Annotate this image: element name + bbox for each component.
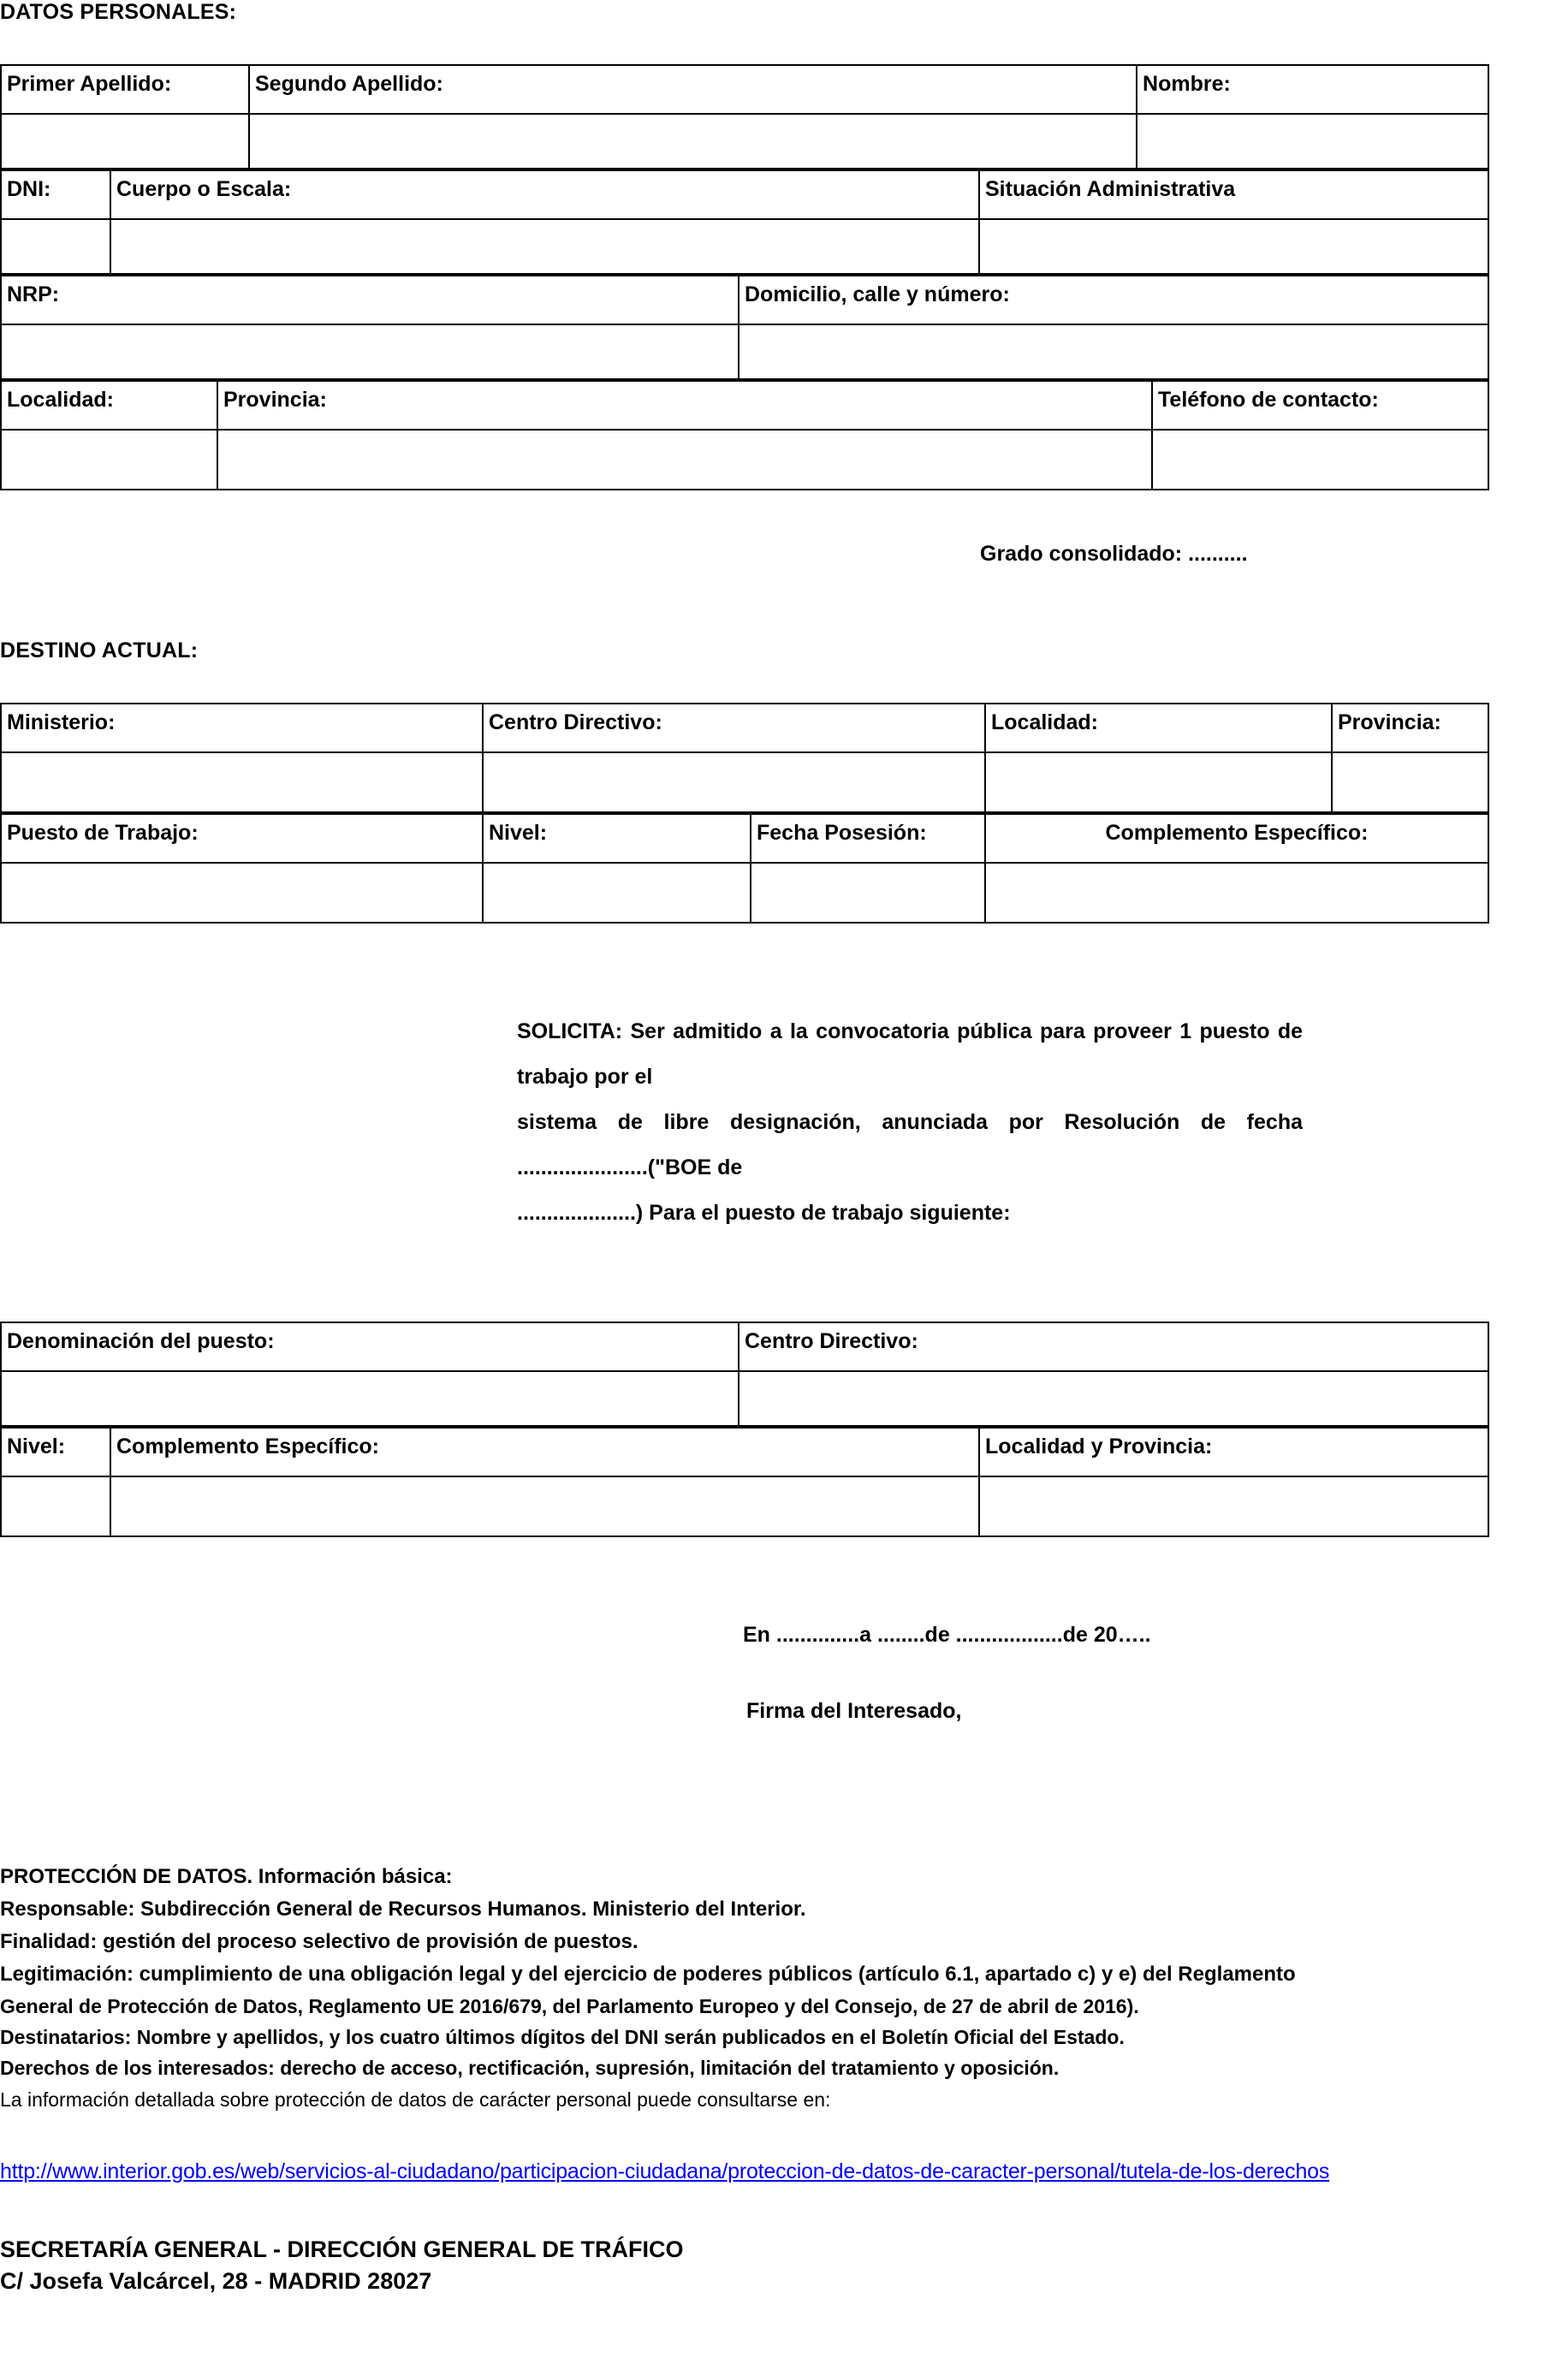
signature-label: Firma del Interesado,: [746, 1699, 962, 1723]
field-provincia-destino[interactable]: [1332, 752, 1488, 812]
label-primer-apellido: Primer Apellido:: [1, 65, 249, 114]
spacer: [0, 1724, 1568, 1809]
personal-data-table-2: [0, 169, 1489, 275]
spacer: [0, 663, 1568, 703]
current-post-table-2: [0, 813, 1489, 924]
request-line-3: ....................) Para el puesto de trabajo siguiente:: [517, 1201, 1011, 1225]
data-protection-more-info: La información detallada sobre protección de datos de carácter personal puede consultarse en:: [0, 2088, 831, 2111]
label-localidad: Localidad:: [1, 381, 217, 430]
data-protection-heading: PROTECCIÓN DE DATOS. Información básica:: [0, 1865, 453, 1888]
personal-data-table: [0, 64, 1489, 169]
field-localidad-destino[interactable]: [985, 752, 1332, 812]
table-row: [1, 1322, 1488, 1371]
personal-data-table-4: [0, 380, 1489, 490]
field-cuerpo-o-escala[interactable]: [110, 219, 979, 274]
table-row: [1, 1428, 1488, 1476]
label-localidad-destino: Localidad:: [985, 704, 1332, 752]
data-protection-recipients: Destinatarios: Nombre y apellidos, y los cuatro últimos dígitos del DNI serán publicados en el Boletín Oficial del Estado.: [0, 2025, 1125, 2048]
field-nrp[interactable]: [1, 324, 739, 379]
spacer: [0, 924, 1568, 1009]
table-row: [1, 430, 1488, 490]
label-centro-directivo: Centro Directivo:: [483, 704, 985, 752]
label-situacion-administrativa: Situación Administrativa: [979, 170, 1488, 219]
request-line-2: sistema de libre designación, anunciada por Resolución de fecha ......................("BOE de: [517, 1110, 1303, 1179]
label-puesto-de-trabajo: Puesto de Trabajo:: [1, 814, 483, 863]
field-dni[interactable]: [1, 219, 110, 274]
label-nombre: Nombre:: [1137, 65, 1488, 114]
field-puesto-de-trabajo[interactable]: [1, 863, 483, 923]
table-row: [1, 1476, 1488, 1536]
data-protection-block: [0, 1861, 1541, 2115]
personal-data-heading: DATOS PERSONALES:: [0, 0, 237, 24]
table-row: [1, 170, 1488, 219]
spacer: [0, 1236, 1568, 1322]
table-row: [1, 752, 1488, 812]
field-localidad[interactable]: [1, 430, 217, 490]
current-post-heading: DESTINO ACTUAL:: [0, 639, 199, 662]
label-segundo-apellido: Segundo Apellido:: [249, 65, 1137, 114]
label-nivel: Nivel:: [483, 814, 751, 863]
label-fecha-posesion: Fecha Posesión:: [751, 814, 985, 863]
consolidated-grade-line: Grado consolidado: ..........: [980, 542, 1248, 566]
label-provincia-destino: Provincia:: [1332, 704, 1488, 752]
field-domicilio[interactable]: [739, 324, 1488, 379]
field-telefono-contacto[interactable]: [1152, 430, 1488, 490]
field-nivel-solicitado[interactable]: [1, 1476, 110, 1536]
field-fecha-posesion[interactable]: [751, 863, 985, 923]
data-protection-legitimation-line-1: Legitimación: cumplimiento de una obligación legal y del ejercicio de poderes públicos (artículo 6.1, apartado c) y e) del Reglamento: [0, 1962, 1296, 1986]
table-row: [1, 324, 1488, 379]
field-situacion-administrativa[interactable]: [979, 219, 1488, 274]
table-row: [1, 219, 1488, 274]
spacer: [0, 567, 1568, 639]
data-protection-link-row: [0, 2159, 1568, 2184]
request-paragraph: [517, 1009, 1303, 1236]
label-dni: DNI:: [1, 170, 110, 219]
label-centro-directivo-solicitado: Centro Directivo:: [739, 1322, 1488, 1371]
table-row: [1, 814, 1488, 863]
table-row: [1, 1371, 1488, 1426]
data-protection-purpose: Finalidad: gestión del proceso selectivo de provisión de puestos.: [0, 1929, 638, 1953]
footer: [0, 2234, 1568, 2298]
data-protection-rights: Derechos de los interesados: derecho de acceso, rectificación, supresión, limitación del tratamiento y oposición.: [0, 2057, 1060, 2080]
data-protection-legitimation-line-2: General de Protección de Datos, Reglamento UE 2016/679, del Parlamento Europeo y del Consejo, de 27 de abril de 2016).: [0, 1994, 1139, 2017]
table-row: [1, 381, 1488, 430]
label-cuerpo-o-escala: Cuerpo o Escala:: [110, 170, 979, 219]
spacer: [0, 25, 1568, 64]
spacer: [0, 490, 1568, 542]
field-segundo-apellido[interactable]: [249, 114, 1137, 169]
table-row: [1, 863, 1488, 923]
field-nombre[interactable]: [1137, 114, 1488, 169]
field-provincia[interactable]: [217, 430, 1152, 490]
table-row: [1, 65, 1488, 114]
spacer: [0, 1537, 1568, 1623]
requested-post-table: [0, 1322, 1489, 1427]
label-provincia: Provincia:: [217, 381, 1152, 430]
table-row: [1, 704, 1488, 752]
footer-address: C/ Josefa Valcárcel, 28 - MADRID 28027: [0, 2268, 432, 2295]
field-denominacion-del-puesto[interactable]: [1, 1371, 739, 1426]
field-primer-apellido[interactable]: [1, 114, 249, 169]
label-denominacion-del-puesto: Denominación del puesto:: [1, 1322, 739, 1371]
spacer: [0, 1648, 1568, 1699]
field-nivel[interactable]: [483, 863, 751, 923]
label-domicilio: Domicilio, calle y número:: [739, 276, 1488, 324]
field-localidad-y-provincia[interactable]: [979, 1476, 1488, 1536]
field-complemento-especifico[interactable]: [985, 863, 1488, 923]
label-ministerio: Ministerio:: [1, 704, 483, 752]
place-and-date-line: En ..............a ........de ..................de 20…..: [743, 1623, 1151, 1647]
spacer: [0, 1809, 1568, 1861]
table-row: [1, 114, 1488, 169]
personal-data-table-3: [0, 275, 1489, 380]
data-protection-link[interactable]: http://www.interior.gob.es/web/servicios-al-ciudadano/participacion-ciudadana/proteccion-de-datos-de-caracter-personal/tutela-de-los-derechos: [0, 2159, 1330, 2183]
field-centro-directivo-solicitado[interactable]: [739, 1371, 1488, 1426]
table-row: [1, 276, 1488, 324]
label-nrp: NRP:: [1, 276, 739, 324]
field-complemento-especifico-solicitado[interactable]: [110, 1476, 979, 1536]
field-ministerio[interactable]: [1, 752, 483, 812]
label-nivel-solicitado: Nivel:: [1, 1428, 110, 1476]
footer-organisation: SECRETARÍA GENERAL - DIRECCIÓN GENERAL DE TRÁFICO: [0, 2236, 684, 2262]
label-telefono-contacto: Teléfono de contacto:: [1152, 381, 1488, 430]
request-line-1: SOLICITA: Ser admitido a la convocatoria pública para proveer 1 puesto de trabajo por el: [517, 1019, 1303, 1089]
current-post-table: [0, 703, 1489, 813]
label-complemento-especifico: Complemento Específico:: [985, 814, 1488, 863]
requested-post-table-2: [0, 1427, 1489, 1537]
label-complemento-especifico-solicitado: Complemento Específico:: [110, 1428, 979, 1476]
label-localidad-y-provincia: Localidad y Provincia:: [979, 1428, 1488, 1476]
field-centro-directivo[interactable]: [483, 752, 985, 812]
data-protection-responsible: Responsable: Subdirección General de Recursos Humanos. Ministerio del Interior.: [0, 1897, 806, 1921]
